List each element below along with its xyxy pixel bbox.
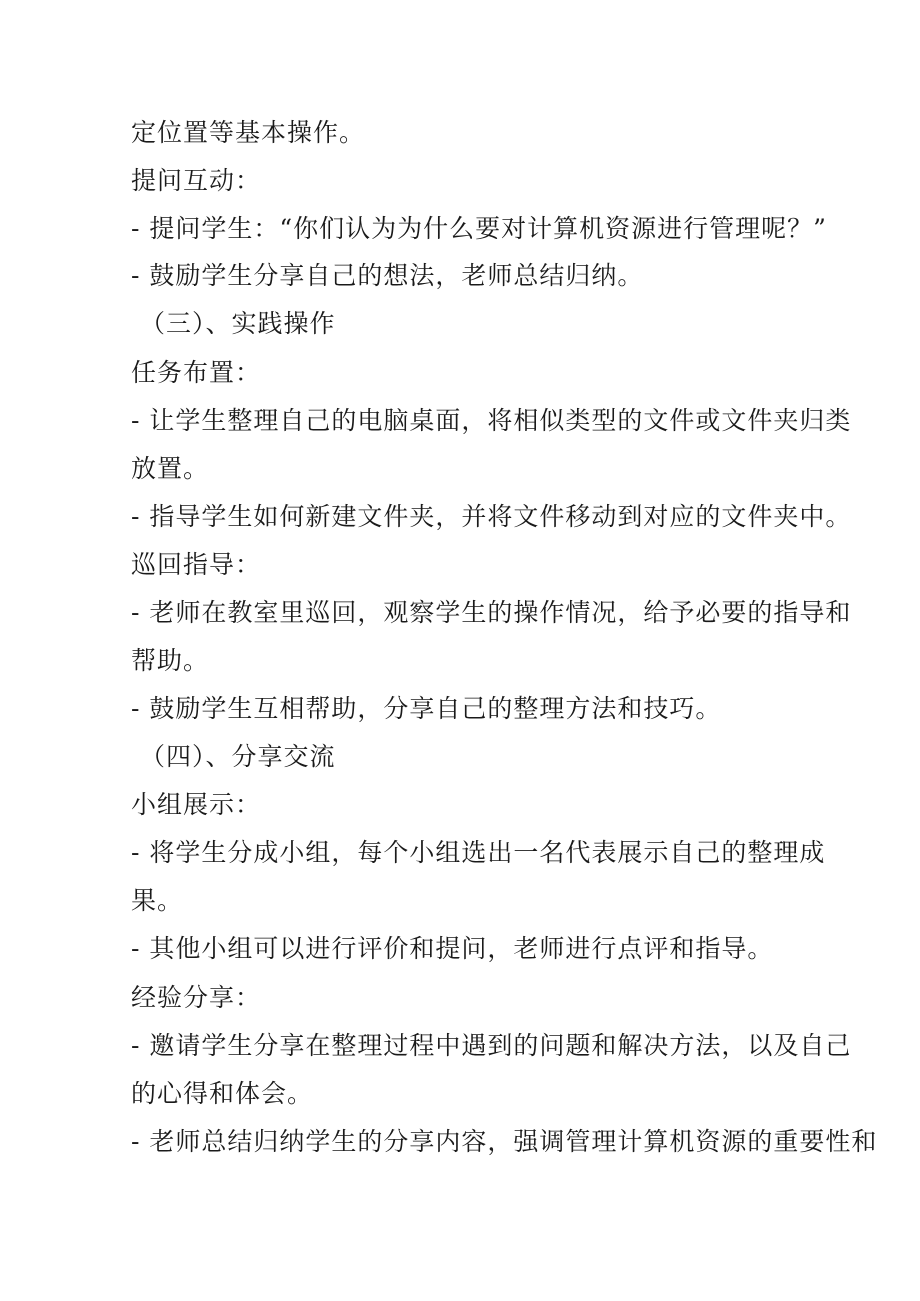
bullet-line: - 提问学生：“你们认为为什么要对计算机资源进行管理呢？”	[131, 214, 827, 243]
bullet-line: - 鼓励学生分享自己的想法，老师总结归纳。	[131, 261, 644, 290]
bullet-line: - 老师在教室里巡回，观察学生的操作情况，给予必要的指导和	[131, 598, 852, 627]
bullet-line: - 将学生分成小组，每个小组选出一名代表展示自己的整理成	[131, 838, 826, 867]
bullet-continuation: 放置。	[131, 454, 210, 483]
bullet-continuation: 的心得和体会。	[131, 1079, 314, 1108]
subheading-guidance: 巡回指导：	[131, 550, 262, 579]
bullet-continuation: 果。	[131, 886, 184, 915]
bullet-line: - 邀请学生分享在整理过程中遇到的问题和解决方法，以及自己	[131, 1031, 852, 1060]
bullet-line: - 指导学生如何新建文件夹，并将文件移动到对应的文件夹中。	[131, 502, 852, 531]
subheading-group-display: 小组展示：	[131, 790, 262, 819]
body-text-line: 定位置等基本操作。	[131, 118, 366, 147]
bullet-line: - 其他小组可以进行评价和提问，老师进行点评和指导。	[131, 934, 774, 963]
bullet-line: - 让学生整理自己的电脑桌面，将相似类型的文件或文件夹归类	[131, 406, 852, 435]
subheading-question-interaction: 提问互动：	[131, 166, 262, 195]
subheading-experience-sharing: 经验分享：	[131, 983, 262, 1012]
bullet-continuation: 帮助。	[131, 646, 210, 675]
section-heading-practice: （三）、实践操作	[140, 309, 336, 338]
bullet-line: - 老师总结归纳学生的分享内容，强调管理计算机资源的重要性和	[131, 1127, 878, 1156]
subheading-task-assignment: 任务布置：	[131, 358, 262, 387]
bullet-line: - 鼓励学生互相帮助，分享自己的整理方法和技巧。	[131, 694, 722, 723]
section-heading-sharing: （四）、分享交流	[140, 742, 336, 771]
